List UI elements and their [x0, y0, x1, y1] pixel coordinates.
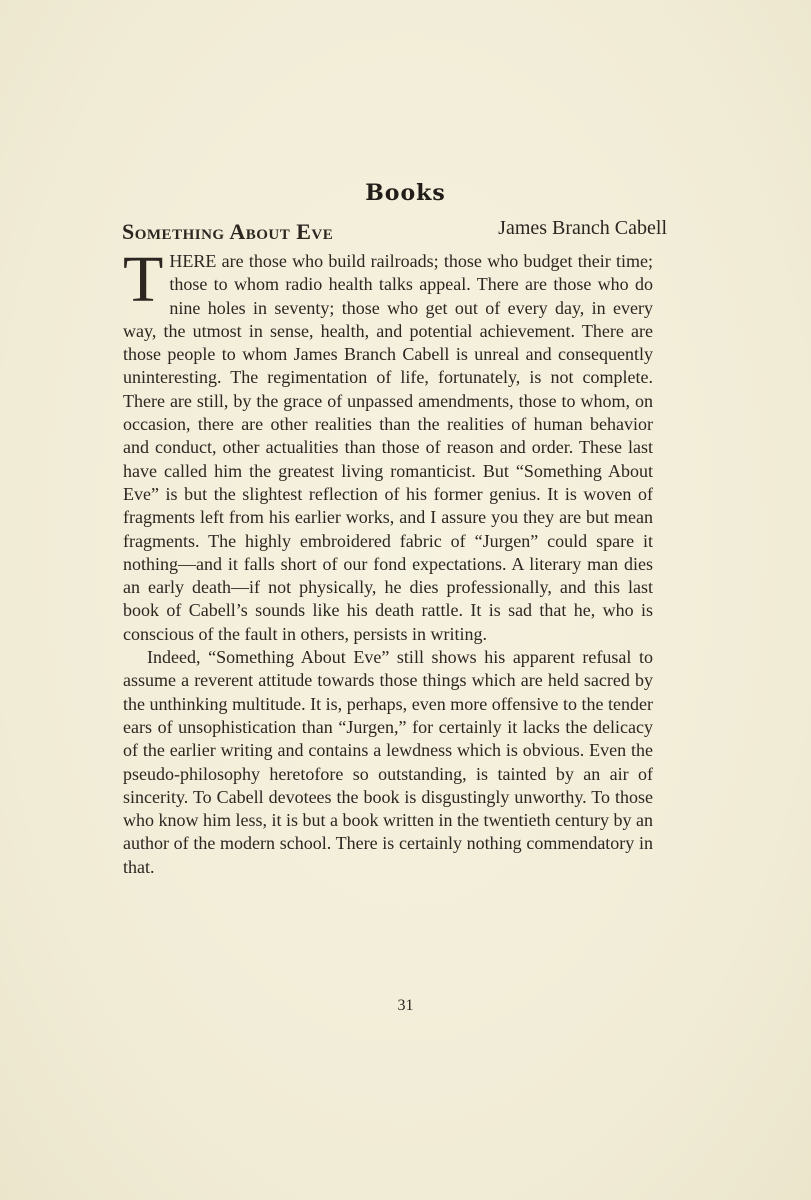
section-title: Books — [365, 180, 446, 206]
paragraph-1 — [123, 243, 653, 646]
paragraph-1-text: HERE are those who build railroads; those who budget their time; those to whom radio health talks appeal. There are those who do nine holes in seventy; those who get out of every day, in every way, the utmost in sense, health, and potential achievement. There are those people to whom James Branch Cabell is unreal and consequently uninteresting. The regimentation of life, fortunately, is not complete. There are still, by the grace of unpassed amendments, those to whom, on occasion, there are other realities than the realities of human behavior and conduct, other actualities than those of reason and order. These last have called him the greatest living romanticist. But “Something About Eve” is but the slightest reflection of his former genius. It is woven of fragments left from his earlier works, and I assure you they are but mean fragments. The highly embroidered fabric of “Jurgen” could spare it nothing—and it falls short of our fond expectations. A literary man dies an early death—if not physically, he dies professionally, and this last book of Cabell’s sounds like his death rattle. It is sad that he, who is conscious of the fault in others, persists in writing. — [123, 251, 653, 644]
review-header — [122, 217, 667, 245]
drop-cap: T — [123, 243, 164, 316]
page-number: 31 — [397, 997, 414, 1014]
paragraph-2: Indeed, “Something About Eve” still shows his apparent refusal to assume a reverent attitude towards those things which are held sacred by the unthinking multitude. It is, perhaps, even more offensive to the tender ears of unsophistication than “Jurgen,” for certainly it lacks the delicacy of the earlier writing and contains a lewdness which is obvious. Even the pseudo-philosophy heretofore so outstanding, is tainted by an air of sincerity. To Cabell devotees the book is disgustingly unworthy. To those who know him less, it is but a book written in the twentieth century by an author of the modern school. There is certainly nothing commendatory in that. — [123, 647, 653, 877]
review-body — [123, 243, 653, 879]
book-title: Something About Eve — [122, 219, 334, 244]
author-name: James Branch Cabell — [498, 217, 667, 239]
